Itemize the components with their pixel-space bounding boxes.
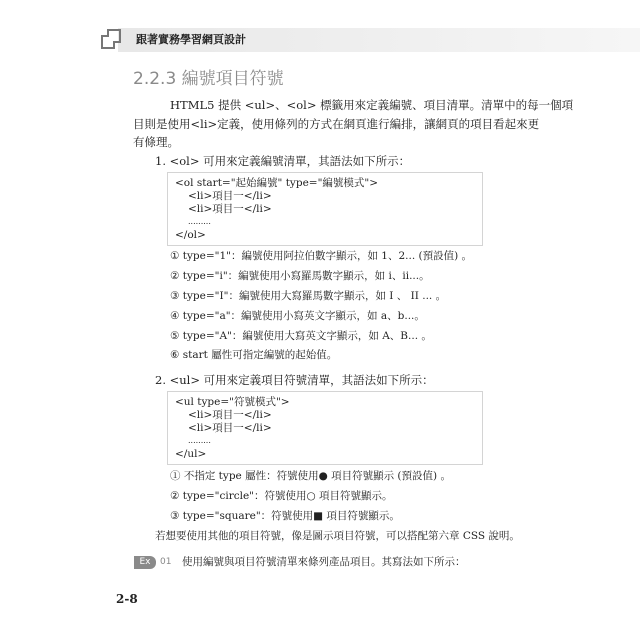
- code-line: .........: [188, 217, 211, 226]
- ol-item: ④ type="a"：編號使用小寫英文字顯示，如 a、b...。: [170, 310, 425, 322]
- code-line: <li>項目一</li>: [188, 422, 272, 434]
- ul-item: ③ type="square"：符號使用■ 項目符號顯示。: [170, 510, 400, 522]
- example-text: 使用編號與項目符號清單來條列產品項目。其寫法如下所示：: [182, 556, 466, 568]
- chapter-logo-icon: [100, 28, 122, 50]
- ol-title: 1. <ol> 可用來定義編號清單，其語法如下所示：: [155, 154, 411, 168]
- code-line: <li>項目一</li>: [188, 409, 272, 421]
- page-number: 2-8: [116, 592, 138, 606]
- code-line: .........: [188, 436, 211, 445]
- code-line: </ul>: [175, 448, 207, 460]
- example-number: 01: [160, 557, 172, 567]
- intro-line: HTML5 提供 <ul>、<ol> 標籤用來定義編號、項目清單。清單中的每一個項: [170, 98, 574, 112]
- ol-item: ⑤ type="A"：編號使用大寫英文字顯示，如 A、B... 。: [170, 330, 432, 342]
- code-line: </ol>: [175, 229, 206, 241]
- code-line: <li>項目一</li>: [188, 203, 272, 215]
- ul-item: ① 不指定 type 屬性：符號使用● 項目符號顯示 (預設值) 。: [170, 470, 451, 482]
- css-note: 若想要使用其他的項目符號，像是圖示項目符號，可以搭配第六章 CSS 說明。: [155, 530, 520, 542]
- ol-item: ① type="1"：編號使用阿拉伯數字顯示，如 1、2... (預設值) 。: [170, 250, 473, 262]
- ul-code-box: [167, 391, 483, 465]
- ol-item: ③ type="I"：編號使用大寫羅馬數字顯示，如 I 、 II ... 。: [170, 290, 447, 302]
- book-title: 跟著實務學習網頁設計: [136, 33, 246, 46]
- intro-line: 目則是使用<li>定義，使用條列的方式在網頁進行編排，讓網頁的項目看起來更: [133, 117, 540, 131]
- section-heading: 2.2.3 編號項目符號: [133, 69, 284, 89]
- code-line: <ol start="起始編號" type="編號模式">: [175, 177, 379, 189]
- ol-code-box: [167, 172, 483, 246]
- example-badge: Ex: [134, 556, 156, 569]
- intro-line: 有條理。: [133, 135, 179, 149]
- code-line: <ul type="符號模式">: [175, 396, 290, 408]
- code-line: <li>項目一</li>: [188, 190, 272, 202]
- ul-title: 2. <ul> 可用來定義項目符號清單，其語法如下所示：: [155, 373, 434, 387]
- ol-item: ② type="i"：編號使用小寫羅馬數字顯示，如 i、ii...。: [170, 270, 430, 282]
- ul-item: ② type="circle"：符號使用○ 項目符號顯示。: [170, 490, 393, 502]
- ol-item: ⑥ start 屬性可指定編號的起始值。: [170, 349, 338, 361]
